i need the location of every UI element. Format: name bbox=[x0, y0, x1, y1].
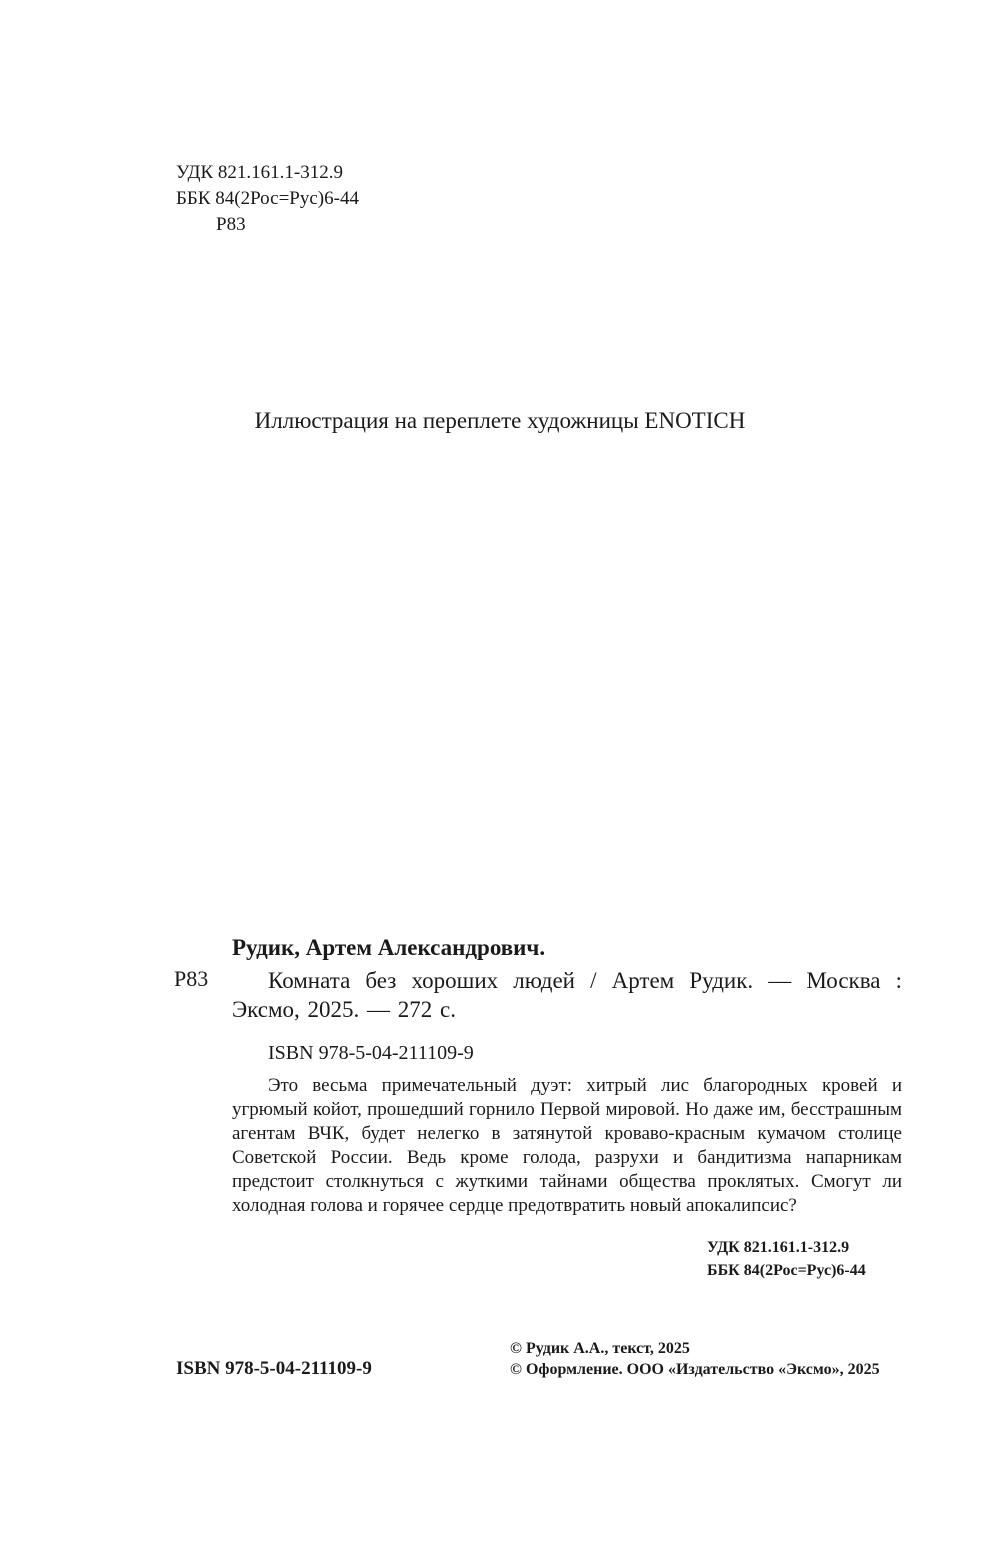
book-annotation: Это весьма примечательный дуэт: хитрый лис благородных кровей и угрюмый койот, прошедший горнило Первой мировой. Но даже им, бесстрашным агентам ВЧК, будет нелегко в затянутой кроваво-красным кумачом столице Советской России. Ведь кроме голода, разрухи и бандитизма напарникам предстоит столкнуться с жуткими тайнами общества проклятых. Смогут ли холодная голова и горячее сердце предотвратить новый апокалипсис? bbox=[232, 1075, 902, 1216]
copyright-design-line: © Оформление. ООО «Издательство «Эксмо», 2025 bbox=[510, 1361, 880, 1378]
top-author-code: Р83 bbox=[216, 214, 246, 235]
copyright-text-line: © Рудик А.А., текст, 2025 bbox=[510, 1340, 690, 1357]
footer-isbn: ISBN 978-5-04-211109-9 bbox=[176, 1358, 372, 1379]
catalog-author-heading: Рудик, Артем Александрович. bbox=[232, 935, 546, 960]
illustration-credit: Иллюстрация на переплете художницы ENOTICH bbox=[254, 408, 746, 433]
catalog-bbk-code: ББК 84(2Рос=Рус)6-44 bbox=[707, 1262, 866, 1279]
top-classification-codes bbox=[176, 160, 359, 238]
copyright-block bbox=[510, 1338, 880, 1380]
catalog-udk-code: УДК 821.161.1-312.9 bbox=[707, 1239, 850, 1256]
catalog-classification-codes bbox=[707, 1236, 866, 1282]
catalog-author-code: Р83 bbox=[174, 966, 209, 991]
catalog-isbn: ISBN 978-5-04-211109-9 bbox=[268, 1042, 474, 1064]
bibliographic-entry: Комната без хороших людей / Артем Рудик. — Москва : Эксмо, 2025. — 272 с. bbox=[232, 968, 902, 1022]
top-udk-code: УДК 821.161.1-312.9 bbox=[176, 162, 343, 183]
top-bbk-code: ББК 84(2Рос=Рус)6-44 bbox=[176, 188, 359, 209]
